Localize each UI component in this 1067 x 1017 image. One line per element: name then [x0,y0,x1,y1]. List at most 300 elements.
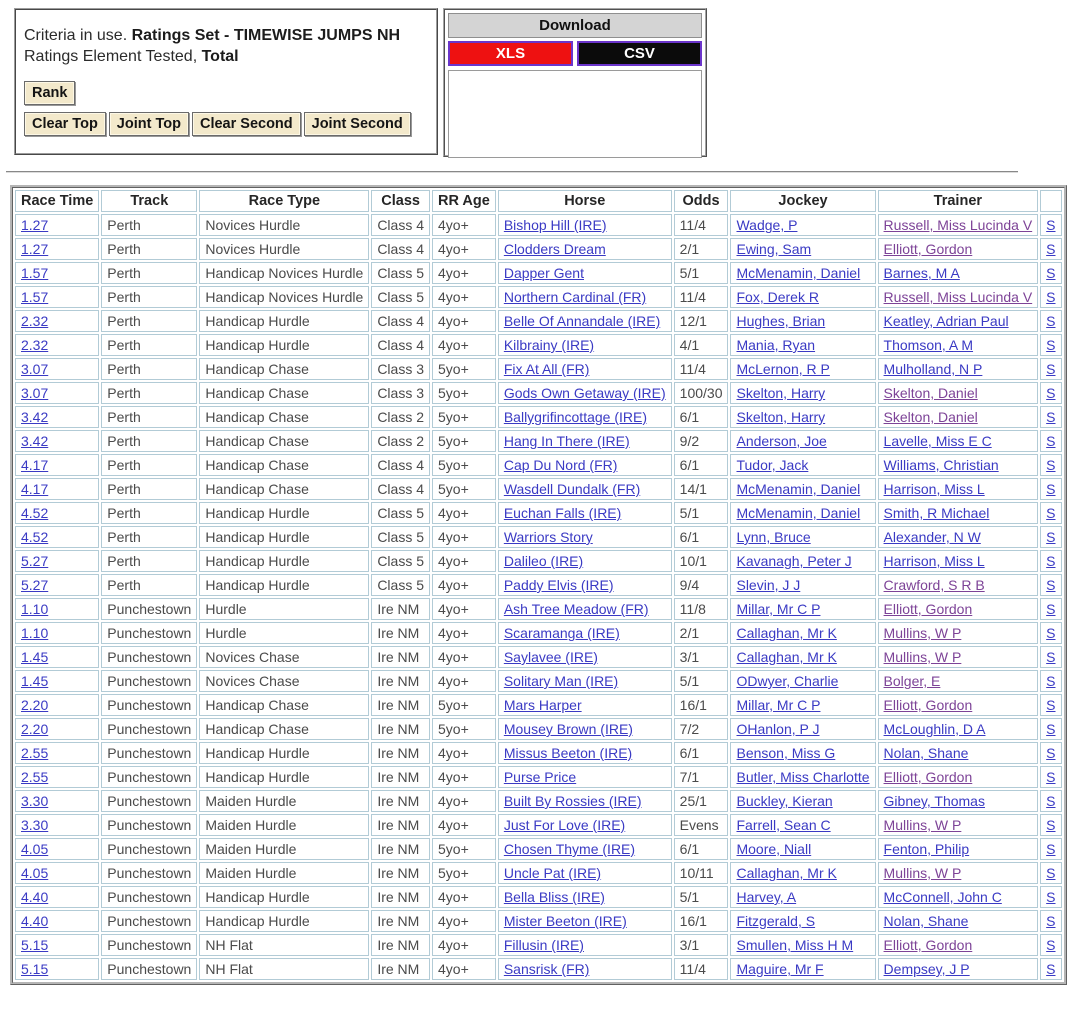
trainer-link[interactable]: Fenton, Philip [883,841,970,857]
trainer-link[interactable]: Keatley, Adrian Paul [883,313,1009,329]
race-time-link[interactable]: 1.27 [21,241,49,257]
trainer-link[interactable]: Harrison, Miss L [883,553,985,569]
clipped-column-link[interactable]: S [1046,409,1056,425]
horse-link[interactable]: Fix At All (FR) [503,361,590,377]
jockey-link[interactable]: Kavanagh, Peter J [736,553,852,569]
jockey-link[interactable]: ODwyer, Charlie [736,673,839,689]
trainer-link[interactable]: Mullins, W P [883,817,962,833]
jockey-link[interactable]: Maguire, Mr F [736,961,824,977]
jockey-link[interactable]: Callaghan, Mr K [736,625,837,641]
trainer-link[interactable]: Harrison, Miss L [883,481,985,497]
race-time-link[interactable]: 1.10 [21,625,49,641]
clipped-column-link[interactable]: S [1046,625,1056,641]
horse-link[interactable]: Warriors Story [503,529,593,545]
jockey-cell [730,430,875,452]
clear-top-button[interactable]: Clear Top [24,112,106,136]
ratings-element-value: Total [201,48,239,65]
table-row [15,766,1062,788]
filter-button-row [24,112,428,136]
clipped-column-link[interactable]: S [1046,841,1056,857]
trainer-link[interactable]: Elliott, Gordon [883,937,973,953]
horse-link[interactable]: Saylavee (IRE) [503,649,598,665]
jockey-cell [730,310,875,332]
horse-link[interactable]: Bella Bliss (IRE) [503,889,605,905]
jockey-link[interactable]: Tudor, Jack [736,457,809,473]
race-type-cell: Novices Hurdle [199,214,369,236]
clipped-column-link[interactable]: S [1046,745,1056,761]
horse-cell [498,310,672,332]
trainer-link[interactable]: Alexander, N W [883,529,981,545]
trainer-link[interactable]: Elliott, Gordon [883,241,973,257]
rr-age-cell: 5yo+ [432,430,496,452]
jockey-link[interactable]: Fox, Derek R [736,289,819,305]
table-row [15,886,1062,908]
clipped-column-link[interactable]: S [1046,865,1056,881]
clipped-column-link[interactable]: S [1046,313,1056,329]
clipped-column-link[interactable]: S [1046,961,1056,977]
jockey-link[interactable]: Slevin, J J [736,577,801,593]
clear-second-button[interactable]: Clear Second [192,112,301,136]
race-time-link[interactable]: 3.42 [21,433,49,449]
horse-cell [498,574,672,596]
horse-link[interactable]: Cap Du Nord (FR) [503,457,618,473]
jockey-link[interactable]: Hughes, Brian [736,313,826,329]
race-time-link[interactable]: 3.07 [21,361,49,377]
clipped-column-link[interactable]: S [1046,721,1056,737]
jockey-link[interactable]: Mania, Ryan [736,337,816,353]
race-type-cell: NH Flat [199,958,369,980]
jockey-link[interactable]: OHanlon, P J [736,721,820,737]
clipped-column-cell [1040,598,1061,620]
class-cell: Class 5 [371,526,430,548]
race-time-cell [15,670,99,692]
race-time-link[interactable]: 2.32 [21,337,49,353]
race-time-cell [15,814,99,836]
race-time-link[interactable]: 2.55 [21,769,49,785]
track-cell: Punchestown [101,862,197,884]
horse-link[interactable]: Paddy Elvis (IRE) [503,577,614,593]
jockey-link[interactable]: Fitzgerald, S [736,913,816,929]
race-time-link[interactable]: 1.10 [21,601,49,617]
joint-top-button[interactable]: Joint Top [109,112,189,136]
track-cell: Punchestown [101,646,197,668]
jockey-link[interactable]: Callaghan, Mr K [736,865,837,881]
track-cell: Perth [101,526,197,548]
class-cell: Ire NM [371,718,430,740]
horse-link[interactable]: Clodders Dream [503,241,606,257]
trainer-link[interactable]: Bolger, E [883,673,941,689]
jockey-link[interactable]: Benson, Miss G [736,745,836,761]
track-cell: Punchestown [101,718,197,740]
jockey-link[interactable]: Harvey, A [736,889,797,905]
horse-link[interactable]: Scaramanga (IRE) [503,625,620,641]
odds-cell: 12/1 [674,310,729,332]
horse-link[interactable]: Euchan Falls (IRE) [503,505,622,521]
trainer-link[interactable]: McLoughlin, D A [883,721,986,737]
race-time-link[interactable]: 3.07 [21,385,49,401]
table-row [15,574,1062,596]
race-time-link[interactable]: 5.15 [21,937,49,953]
race-type-cell: Handicap Chase [199,478,369,500]
jockey-link[interactable]: McLernon, R P [736,361,830,377]
download-csv-button[interactable]: CSV [577,41,702,66]
trainer-link[interactable]: Mullins, W P [883,649,962,665]
horse-link[interactable]: Built By Rossies (IRE) [503,793,642,809]
trainer-cell [878,574,1039,596]
odds-cell: 6/1 [674,838,729,860]
jockey-link[interactable]: McMenamin, Daniel [736,481,861,497]
clipped-column-link[interactable]: S [1046,553,1056,569]
track-cell: Punchestown [101,694,197,716]
clipped-column-cell [1040,430,1061,452]
race-type-cell: Handicap Chase [199,718,369,740]
class-cell: Class 4 [371,478,430,500]
jockey-cell [730,238,875,260]
track-cell: Punchestown [101,598,197,620]
rr-age-cell: 4yo+ [432,286,496,308]
race-time-cell [15,574,99,596]
clipped-column-cell [1040,790,1061,812]
race-type-cell: Handicap Chase [199,454,369,476]
class-cell: Class 3 [371,382,430,404]
race-time-link[interactable]: 5.27 [21,577,49,593]
trainer-link[interactable]: McConnell, John C [883,889,1002,905]
jockey-cell [730,526,875,548]
jockey-link[interactable]: Anderson, Joe [736,433,827,449]
race-time-link[interactable]: 4.05 [21,865,49,881]
table-row [15,334,1062,356]
odds-cell: 5/1 [674,886,729,908]
jockey-link[interactable]: Butler, Miss Charlotte [736,769,870,785]
class-cell: Ire NM [371,598,430,620]
column-header-clipped [1040,190,1061,212]
clipped-column-link[interactable]: S [1046,793,1056,809]
race-time-cell [15,310,99,332]
race-time-link[interactable]: 2.20 [21,697,49,713]
race-time-link[interactable]: 4.52 [21,505,49,521]
rank-button[interactable]: Rank [24,81,75,105]
horse-link[interactable]: Hang In There (IRE) [503,433,630,449]
column-header-trainer: Trainer [878,190,1039,212]
trainer-link[interactable]: Williams, Christian [883,457,999,473]
trainer-cell [878,502,1039,524]
clipped-column-cell [1040,286,1061,308]
table-row [15,598,1062,620]
race-time-cell [15,838,99,860]
class-cell: Ire NM [371,670,430,692]
race-time-link[interactable]: 4.40 [21,889,49,905]
jockey-link[interactable]: Smullen, Miss H M [736,937,854,953]
jockey-link[interactable]: Millar, Mr C P [736,697,821,713]
clipped-column-link[interactable]: S [1046,601,1056,617]
horse-cell [498,358,672,380]
jockey-cell [730,718,875,740]
horse-link[interactable]: Gods Own Getaway (IRE) [503,385,666,401]
class-cell: Class 3 [371,358,430,380]
clipped-column-cell [1040,742,1061,764]
horse-link[interactable]: Ash Tree Meadow (FR) [503,601,649,617]
race-time-cell [15,430,99,452]
clipped-column-link[interactable]: S [1046,505,1056,521]
trainer-cell [878,694,1039,716]
class-cell: Class 4 [371,214,430,236]
horse-link[interactable]: Purse Price [503,769,577,785]
horse-cell [498,814,672,836]
joint-second-button[interactable]: Joint Second [304,112,411,136]
download-xls-button[interactable]: XLS [448,41,573,66]
horse-link[interactable]: Wasdell Dundalk (FR) [503,481,641,497]
race-time-cell [15,526,99,548]
class-cell: Class 4 [371,238,430,260]
horse-link[interactable]: Mousey Brown (IRE) [503,721,633,737]
clipped-column-link[interactable]: S [1046,217,1056,233]
track-cell: Perth [101,310,197,332]
horse-link[interactable]: Chosen Thyme (IRE) [503,841,636,857]
horse-cell [498,622,672,644]
race-time-link[interactable]: 4.40 [21,913,49,929]
clipped-column-link[interactable]: S [1046,673,1056,689]
jockey-cell [730,646,875,668]
clipped-column-cell [1040,214,1061,236]
trainer-link[interactable]: Nolan, Shane [883,913,969,929]
table-row [15,550,1062,572]
race-time-link[interactable]: 3.30 [21,817,49,833]
trainer-link[interactable]: Russell, Miss Lucinda V [883,217,1033,233]
jockey-cell [730,334,875,356]
rr-age-cell: 5yo+ [432,406,496,428]
jockey-link[interactable]: Ewing, Sam [736,241,812,257]
table-row [15,454,1062,476]
race-time-link[interactable]: 3.30 [21,793,49,809]
horse-link[interactable]: Bishop Hill (IRE) [503,217,607,233]
horse-link[interactable]: Uncle Pat (IRE) [503,865,602,881]
clipped-column-link[interactable]: S [1046,529,1056,545]
rr-age-cell: 5yo+ [432,478,496,500]
trainer-link[interactable]: Crawford, S R B [883,577,985,593]
class-cell: Ire NM [371,862,430,884]
jockey-cell [730,862,875,884]
horse-cell [498,214,672,236]
trainer-link[interactable]: Thomson, A M [883,337,974,353]
horse-link[interactable]: Sansrisk (FR) [503,961,590,977]
jockey-cell [730,286,875,308]
race-time-link[interactable]: 2.55 [21,745,49,761]
class-cell: Class 4 [371,334,430,356]
race-time-link[interactable]: 1.27 [21,217,49,233]
horse-link[interactable]: Belle Of Annandale (IRE) [503,313,661,329]
table-row [15,934,1062,956]
jockey-link[interactable]: Skelton, Harry [736,409,826,425]
clipped-column-link[interactable]: S [1046,433,1056,449]
track-cell: Perth [101,214,197,236]
horse-link[interactable]: Missus Beeton (IRE) [503,745,633,761]
clipped-column-cell [1040,454,1061,476]
clipped-column-link[interactable]: S [1046,457,1056,473]
horse-link[interactable]: Solitary Man (IRE) [503,673,619,689]
jockey-cell [730,958,875,980]
table-row [15,670,1062,692]
clipped-column-link[interactable]: S [1046,265,1056,281]
horse-link[interactable]: Mister Beeton (IRE) [503,913,627,929]
clipped-column-cell [1040,718,1061,740]
jockey-link[interactable]: Buckley, Kieran [736,793,833,809]
trainer-link[interactable]: Skelton, Daniel [883,409,978,425]
race-time-cell [15,454,99,476]
column-header-race-type: Race Type [199,190,369,212]
clipped-column-cell [1040,694,1061,716]
race-type-cell: Handicap Hurdle [199,910,369,932]
race-time-link[interactable]: 4.52 [21,529,49,545]
trainer-cell [878,622,1039,644]
horse-link[interactable]: Dapper Gent [503,265,584,281]
clipped-column-link[interactable]: S [1046,889,1056,905]
clipped-column-link[interactable]: S [1046,361,1056,377]
track-cell: Punchestown [101,934,197,956]
race-time-link[interactable]: 1.45 [21,673,49,689]
race-time-link[interactable]: 3.42 [21,409,49,425]
clipped-column-link[interactable]: S [1046,577,1056,593]
odds-cell: 5/1 [674,262,729,284]
trainer-cell [878,862,1039,884]
jockey-cell [730,790,875,812]
race-time-link[interactable]: 5.27 [21,553,49,569]
trainer-link[interactable]: Elliott, Gordon [883,697,973,713]
trainer-cell [878,790,1039,812]
class-cell: Ire NM [371,790,430,812]
clipped-column-link[interactable]: S [1046,769,1056,785]
race-time-cell [15,958,99,980]
jockey-link[interactable]: Lynn, Bruce [736,529,811,545]
horse-cell [498,454,672,476]
clipped-column-cell [1040,574,1061,596]
race-time-cell [15,550,99,572]
horse-link[interactable]: Just For Love (IRE) [503,817,626,833]
jockey-link[interactable]: Moore, Niall [736,841,812,857]
trainer-link[interactable]: Elliott, Gordon [883,769,973,785]
race-time-link[interactable]: 4.05 [21,841,49,857]
trainer-cell [878,478,1039,500]
race-time-link[interactable]: 5.15 [21,961,49,977]
horse-link[interactable]: Fillusin (IRE) [503,937,584,953]
odds-cell: 10/11 [674,862,729,884]
trainer-cell [878,334,1039,356]
trainer-link[interactable]: Mullins, W P [883,865,962,881]
odds-cell: 7/1 [674,766,729,788]
horse-link[interactable]: Dalileo (IRE) [503,553,584,569]
horse-link[interactable]: Mars Harper [503,697,582,713]
clipped-column-link[interactable]: S [1046,697,1056,713]
horse-link[interactable]: Northern Cardinal (FR) [503,289,647,305]
trainer-link[interactable]: Russell, Miss Lucinda V [883,289,1033,305]
table-row [15,838,1062,860]
top-section [14,8,1024,158]
horse-cell [498,598,672,620]
race-time-link[interactable]: 1.57 [21,289,49,305]
horse-cell [498,886,672,908]
odds-cell: 4/1 [674,334,729,356]
ratings-table [10,185,1067,985]
clipped-column-link[interactable]: S [1046,337,1056,353]
trainer-cell [878,718,1039,740]
clipped-column-link[interactable]: S [1046,241,1056,257]
trainer-link[interactable]: Lavelle, Miss E C [883,433,992,449]
trainer-link[interactable]: Elliott, Gordon [883,601,973,617]
clipped-column-link[interactable]: S [1046,481,1056,497]
race-type-cell: Handicap Hurdle [199,742,369,764]
class-cell: Ire NM [371,910,430,932]
trainer-link[interactable]: Skelton, Daniel [883,385,978,401]
ratings-page [0,8,1056,985]
odds-cell: 6/1 [674,526,729,548]
trainer-link[interactable]: Dempsey, J P [883,961,970,977]
clipped-column-link[interactable]: S [1046,289,1056,305]
jockey-link[interactable]: Wadge, P [736,217,798,233]
odds-cell: 5/1 [674,670,729,692]
trainer-link[interactable]: Mullins, W P [883,625,962,641]
rr-age-cell: 4yo+ [432,214,496,236]
trainer-link[interactable]: Nolan, Shane [883,745,969,761]
race-type-cell: Novices Chase [199,670,369,692]
download-title: Download [448,13,702,38]
clipped-column-link[interactable]: S [1046,913,1056,929]
race-time-cell [15,334,99,356]
rr-age-cell: 5yo+ [432,382,496,404]
race-time-link[interactable]: 2.32 [21,313,49,329]
horse-cell [498,934,672,956]
clipped-column-cell [1040,526,1061,548]
clipped-column-cell [1040,958,1061,980]
horse-link[interactable]: Ballygrifincottage (IRE) [503,409,647,425]
jockey-link[interactable]: McMenamin, Daniel [736,265,861,281]
clipped-column-cell [1040,886,1061,908]
horse-cell [498,286,672,308]
table-row [15,742,1062,764]
jockey-cell [730,622,875,644]
rr-age-cell: 4yo+ [432,598,496,620]
race-time-link[interactable]: 4.17 [21,457,49,473]
jockey-cell [730,694,875,716]
trainer-link[interactable]: Gibney, Thomas [883,793,985,809]
jockey-link[interactable]: McMenamin, Daniel [736,505,861,521]
jockey-link[interactable]: Millar, Mr C P [736,601,821,617]
trainer-link[interactable]: Mulholland, N P [883,361,983,377]
column-header-track: Track [101,190,197,212]
clipped-column-link[interactable]: S [1046,937,1056,953]
race-time-link[interactable]: 4.17 [21,481,49,497]
clipped-column-cell [1040,670,1061,692]
track-cell: Perth [101,478,197,500]
trainer-link[interactable]: Smith, R Michael [883,505,990,521]
race-type-cell: Maiden Hurdle [199,838,369,860]
trainer-cell [878,670,1039,692]
jockey-link[interactable]: Skelton, Harry [736,385,826,401]
clipped-column-link[interactable]: S [1046,817,1056,833]
trainer-link[interactable]: Barnes, M A [883,265,960,281]
clipped-column-link[interactable]: S [1046,385,1056,401]
race-time-link[interactable]: 2.20 [21,721,49,737]
race-time-cell [15,694,99,716]
table-row [15,862,1062,884]
jockey-link[interactable]: Farrell, Sean C [736,817,831,833]
horse-link[interactable]: Kilbrainy (IRE) [503,337,595,353]
jockey-link[interactable]: Callaghan, Mr K [736,649,837,665]
odds-cell: 2/1 [674,238,729,260]
race-time-cell [15,766,99,788]
clipped-column-link[interactable]: S [1046,649,1056,665]
race-time-link[interactable]: 1.57 [21,265,49,281]
race-time-link[interactable]: 1.45 [21,649,49,665]
race-time-cell [15,478,99,500]
